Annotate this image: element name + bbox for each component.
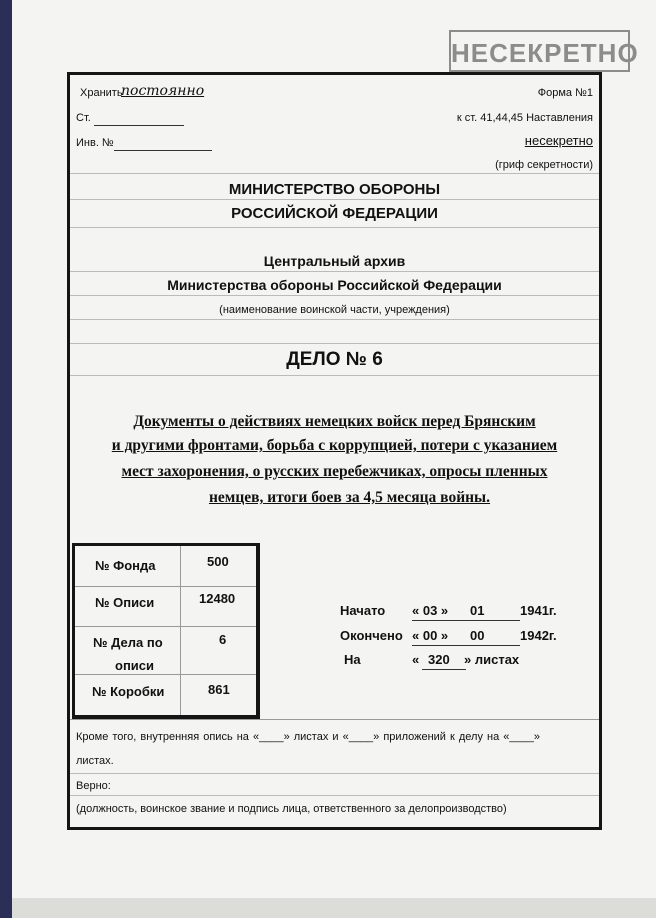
archive-line-1: Центральный архив [263, 253, 406, 269]
case-title: ДЕЛО № 6 [286, 349, 383, 370]
keep-value: постоянно [121, 83, 205, 99]
box-value: 861 [208, 682, 230, 697]
keep-label: Хранить [80, 87, 123, 99]
fond-label: № Фонда [95, 558, 156, 573]
footer-line-1b: листах. [76, 755, 114, 767]
start-day: « 03 » [412, 603, 449, 618]
fond-value: 500 [207, 554, 229, 569]
sheets-label: На [344, 652, 361, 667]
end-year: 1942г. [520, 628, 557, 643]
start-month: 01 [470, 603, 485, 618]
delo-label-1: № Дела по [93, 635, 163, 650]
description-line-2: и другими фронтами, борьба с коррупцией, потери с указанием [111, 437, 558, 454]
fund-table [72, 543, 260, 719]
st-label: Ст. [76, 112, 91, 124]
verified-label: Верно: [76, 780, 111, 792]
description-line-4: немцев, итоги боев за 4,5 месяца войны. [208, 489, 491, 506]
sheets-suffix: » листах [464, 652, 520, 667]
position-caption: (должность, воинское звание и подпись лица, ответственного за делопроизводство) [76, 803, 507, 815]
start-label: Начато [340, 603, 386, 618]
description-line-3: мест захоронения, о русских перебежчиках, опросы пленных [121, 463, 548, 480]
description-line-1: Документы о действиях немецких войск перед Брянским [133, 413, 536, 430]
sheets-count: 320 [428, 652, 450, 667]
opis-label: № Описи [95, 595, 155, 610]
end-month: 00 [470, 628, 485, 643]
delo-label-2: описи [115, 658, 155, 673]
ministry-line-2: РОССИЙСКОЙ ФЕДЕРАЦИИ [231, 205, 438, 222]
ministry-line-1: МИНИСТЕРСТВО ОБОРОНЫ [228, 181, 441, 198]
delo-value: 6 [219, 632, 227, 647]
case-cover-frame [67, 72, 602, 830]
end-day: « 00 » [412, 628, 449, 643]
page-bottom-edge [12, 898, 656, 918]
inventory-label: Инв. № [76, 137, 114, 149]
end-label: Окончено [340, 628, 403, 643]
instruction-reference: к ст. 41,44,45 Наставления [456, 112, 593, 124]
form-number: Форма №1 [537, 87, 593, 99]
sheets-open-quote: « [412, 652, 420, 667]
unclassified-stamp: НЕСЕКРЕТНО [449, 30, 630, 72]
archive-line-2: Министерства обороны Российской Федерации [167, 277, 502, 293]
box-label: № Коробки [92, 684, 165, 699]
footer-line-1: Кроме того, внутренняя опись на «____» листах и «____» приложений к делу на «____» [76, 731, 540, 743]
secrecy-caption: (гриф секретности) [495, 159, 593, 171]
start-year: 1941г. [520, 603, 557, 618]
secrecy-value: несекретно [524, 133, 593, 148]
opis-value: 12480 [199, 591, 236, 606]
archive-caption: (наименование воинской части, учреждения) [219, 304, 450, 316]
